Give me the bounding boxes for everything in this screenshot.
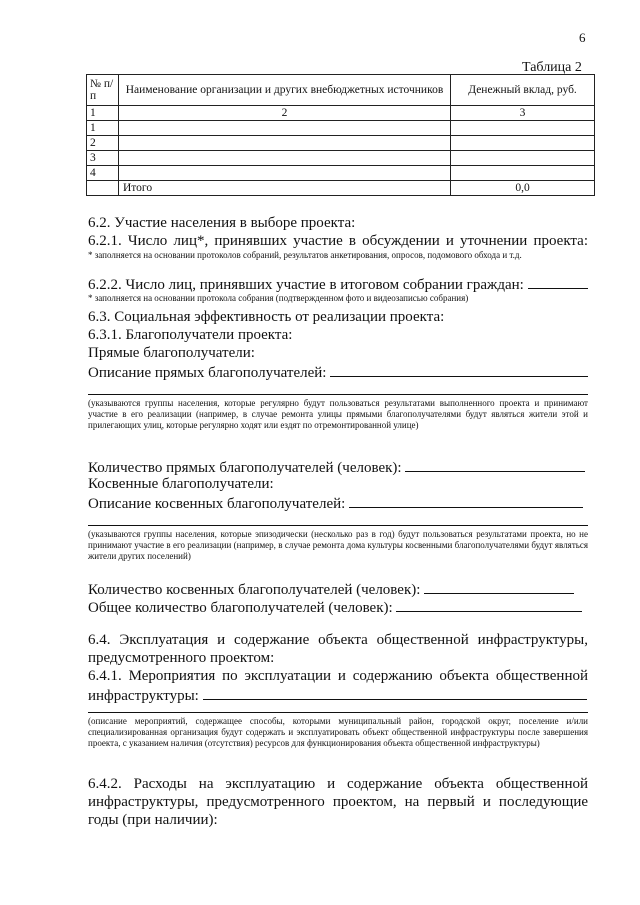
direct-description-line (88, 363, 588, 382)
section-6-4-line-1: 6.4. Эксплуатация и содержание объекта общественной инфраструктуры, (88, 632, 588, 648)
direct-description-field[interactable] (330, 363, 588, 377)
funding-table (86, 74, 595, 196)
table-caption: Таблица 2 (522, 60, 582, 75)
row-index: 3 (87, 151, 119, 166)
section-6-4-line-2: предусмотренного проектом: (88, 650, 275, 666)
direct-count-line (88, 458, 585, 477)
indirect-beneficiaries-label: Косвенные благополучатели: (88, 476, 274, 492)
row-organization-cell[interactable] (119, 166, 451, 181)
row-organization-cell[interactable] (119, 151, 451, 166)
indirect-description-field[interactable] (349, 494, 583, 508)
col-number-2: 2 (119, 106, 451, 121)
section-6-2-2-note: * заполняется на основании протокола собрания (подтвержденном фото и видеозаписью собрания) (88, 293, 469, 303)
direct-count-label: Количество прямых благополучателей (человек): (88, 460, 402, 476)
col-number-1: 1 (87, 106, 119, 121)
section-6-2-1-line: 6.2.1. Число лиц*, принявших участие в обсуждении и уточнении проекта: (88, 233, 588, 249)
indirect-count-line (88, 580, 574, 599)
participants-final-meeting-field[interactable] (528, 275, 588, 289)
direct-count-field[interactable] (405, 458, 585, 472)
section-6-4-1-line-2 (88, 686, 587, 705)
indirect-description-field-line-2[interactable] (88, 525, 588, 526)
total-count-label: Общее количество благополучателей (человек): (88, 600, 393, 616)
total-index-cell (87, 181, 119, 196)
section-6-3-1-heading: 6.3.1. Благополучатели проекта: (88, 327, 293, 343)
indirect-count-label: Количество косвенных благополучателей (человек): (88, 582, 421, 598)
table-row (87, 121, 595, 136)
table-total-row (87, 181, 595, 196)
page-number: 6 (579, 30, 586, 45)
col-number-3: 3 (451, 106, 595, 121)
section-6-3-heading: 6.3. Социальная эффективность от реализации проекта: (88, 309, 445, 325)
section-6-4-2-line-1: 6.4.2. Расходы на эксплуатацию и содержание объекта общественной (88, 776, 588, 792)
header-organization: Наименование организации и других внебюджетных источников (119, 75, 451, 106)
row-organization-cell[interactable] (119, 121, 451, 136)
section-6-4-2-line-3: годы (при наличии): (88, 812, 218, 828)
row-contribution-cell[interactable] (451, 136, 595, 151)
row-index: 2 (87, 136, 119, 151)
indirect-description-line (88, 494, 583, 513)
row-organization-cell[interactable] (119, 136, 451, 151)
section-6-2-1-note: * заполняется на основании протоколов собраний, результатов анкетирования, опросов, подомового обхода и т.д. (88, 250, 522, 260)
table-column-numbers-row (87, 106, 595, 121)
direct-description-label: Описание прямых благополучателей: (88, 365, 327, 381)
direct-beneficiaries-note: (указываются группы населения, которые регулярно будут пользоваться результатами выполненного проекта и принимают участие в его реализации (например, в случае ремонта улицы прямыми благополучателями будут являться жители этой и прилегающих улиц, которые регулярно ходят или ездят по отремонтированной улице) (88, 398, 588, 430)
total-count-line (88, 598, 582, 617)
row-index: 4 (87, 166, 119, 181)
table-row (87, 151, 595, 166)
direct-beneficiaries-label: Прямые благополучатели: (88, 345, 255, 361)
direct-description-field-line-2[interactable] (88, 394, 588, 395)
section-6-4-1-line-1: 6.4.1. Мероприятия по эксплуатации и содержанию объекта общественной (88, 668, 588, 684)
row-contribution-cell[interactable] (451, 121, 595, 136)
indirect-beneficiaries-note: (указываются группы населения, которые эпизодически (несколько раз в год) будут пользоваться результатами проекта, но не принимают участие в его реализации (например, в случае ремонта дома культуры косвенными благополучателями будут являться жители других поселений) (88, 529, 588, 561)
section-6-2-2-label: 6.2.2. Число лиц, принявших участие в итоговом собрании граждан: (88, 277, 524, 293)
section-6-4-2-line-2: инфраструктуры, предусмотренного проектом, на первый и последующие (88, 794, 588, 810)
indirect-count-field[interactable] (424, 580, 574, 594)
maintenance-activities-field[interactable] (203, 686, 587, 700)
table-row (87, 166, 595, 181)
row-contribution-cell[interactable] (451, 166, 595, 181)
row-index: 1 (87, 121, 119, 136)
header-contribution: Денежный вклад, руб. (451, 75, 595, 106)
row-contribution-cell[interactable] (451, 151, 595, 166)
section-6-4-1-label: инфраструктуры: (88, 688, 199, 704)
total-label: Итого (119, 181, 451, 196)
table-row (87, 136, 595, 151)
header-number: № п/п (87, 75, 119, 106)
section-6-2-2-line (88, 275, 588, 294)
total-count-field[interactable] (396, 598, 582, 612)
table-header-row (87, 75, 595, 106)
total-value: 0,0 (451, 181, 595, 196)
section-6-2-heading: 6.2. Участие населения в выборе проекта: (88, 215, 356, 231)
maintenance-activities-note: (описание мероприятий, содержащее способы, которыми муниципальный район, городской округ, поселение и/или специализированная организация будут содержать и эксплуатировать объект общественной инфраструктуры после завершения проекта, с указанием наличия (отсутствия) ресурсов для функционирования объекта общественной инфраструктуры) (88, 716, 588, 748)
maintenance-activities-field-line-2[interactable] (88, 712, 588, 713)
indirect-description-label: Описание косвенных благополучателей: (88, 496, 346, 512)
